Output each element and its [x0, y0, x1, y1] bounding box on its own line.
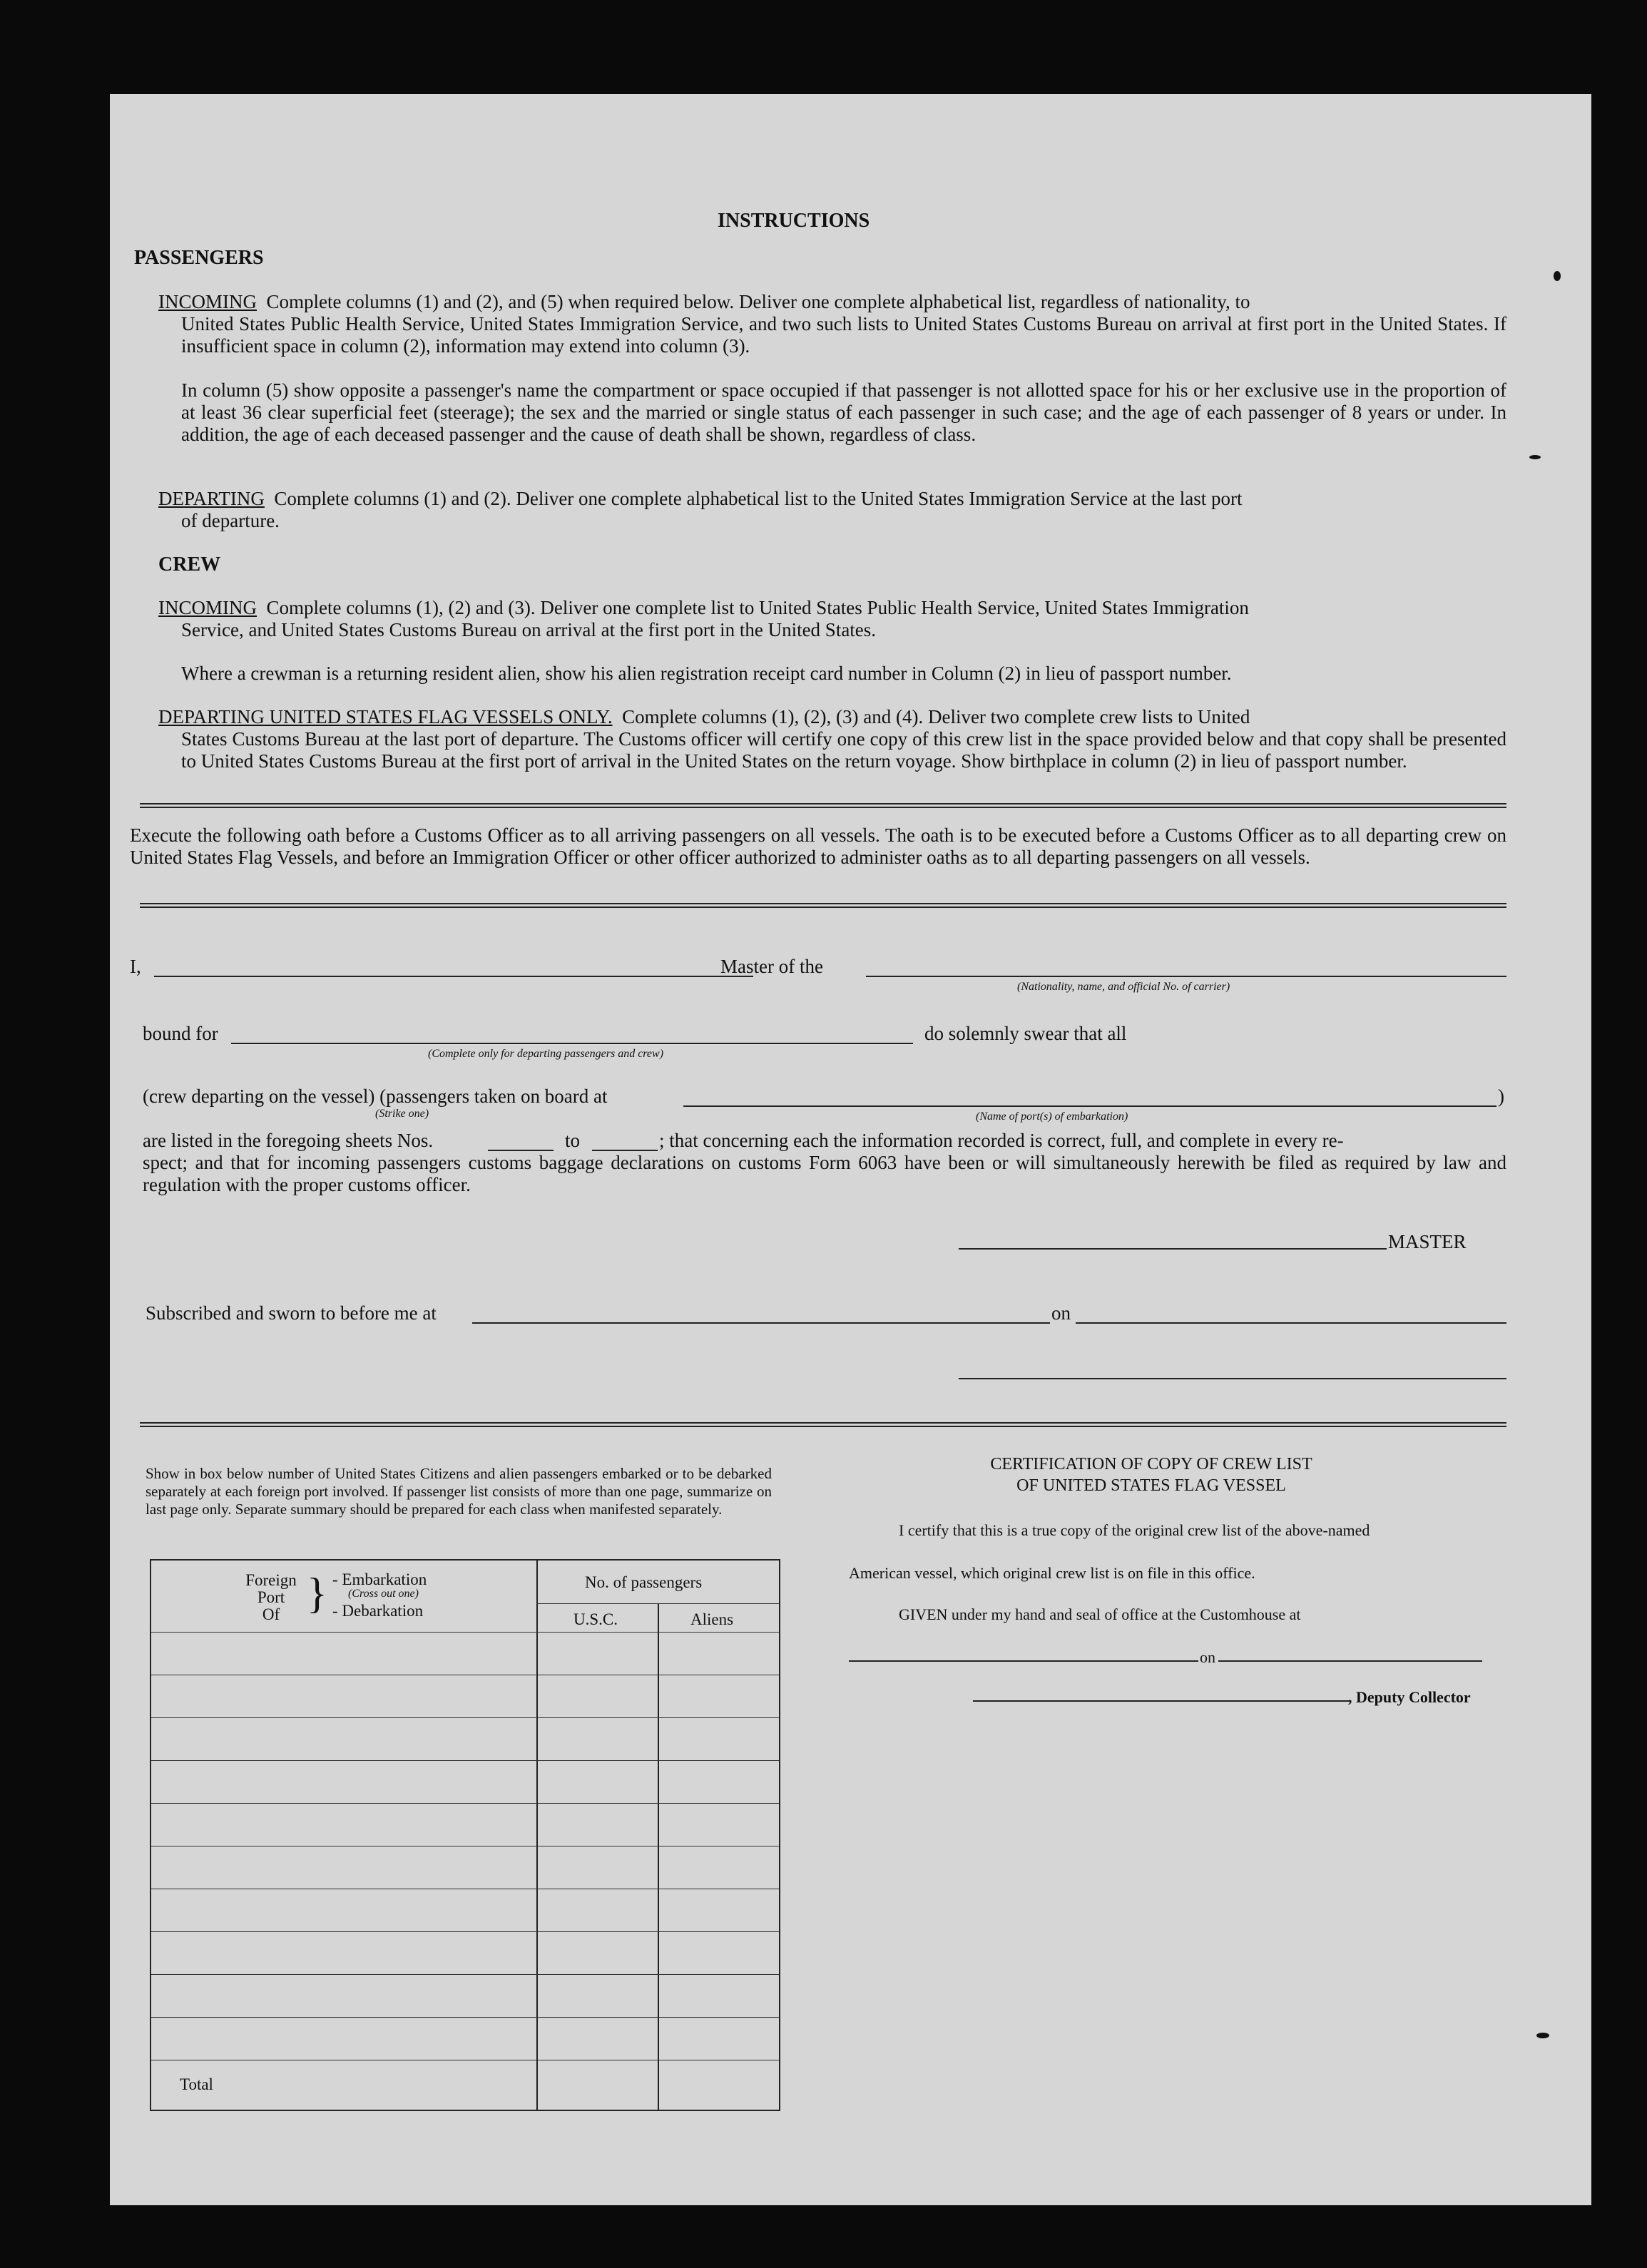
crew-incoming-label: INCOMING — [158, 597, 257, 618]
customhouse-field[interactable] — [849, 1660, 1198, 1662]
form-sheet — [110, 94, 1591, 2205]
sworn-on-label: on — [1051, 1302, 1071, 1324]
certify-rest: American vessel, which original crew list is on file in this office. — [849, 1564, 1255, 1582]
passengers-departing-label: DEPARTING — [158, 488, 265, 509]
table-divider — [536, 1560, 538, 2110]
subscribed-label: Subscribed and sworn to before me at — [146, 1302, 437, 1324]
summary-instruction: Show in box below number of United States Citizens and alien passengers embarked or to be debarked separately at each foreign port involved. If passenger list consists of more than one page, summarize on last page only. Separate summary should be prepared for each class when manifested separately. — [146, 1465, 772, 1518]
carrier-caption: (Nationality, name, and official No. of carrier) — [1017, 981, 1230, 993]
listed-prefix: are listed in the foregoing sheets Nos. — [143, 1130, 434, 1151]
passengers-incoming-label: INCOMING — [158, 291, 257, 312]
crew-departing-label: (crew departing on the vessel) (passengers taken on board at — [143, 1086, 608, 1107]
scan-mark — [1554, 271, 1561, 281]
cross-out-caption: (Cross out one) — [348, 1588, 419, 1600]
carrier-field[interactable] — [866, 976, 1506, 977]
certify-text: I certify that this is a true copy of the original crew list of the above-named — [899, 1521, 1370, 1539]
bound-for-caption: (Complete only for departing passengers and crew) — [428, 1048, 664, 1060]
table-row[interactable] — [151, 1974, 779, 1975]
table-subheader-line — [536, 1603, 779, 1604]
crew-departing-label: DEPARTING UNITED STATES FLAG VESSELS ONLY. — [158, 706, 613, 727]
embarkation-label: - Embarkation — [332, 1570, 427, 1588]
divider-double — [140, 803, 1506, 808]
passengers-departing-line1: Complete columns (1) and (2). Deliver one complete alphabetical list to the United States Immigration Service at the last port — [274, 488, 1243, 509]
certify-on-label: on — [1200, 1648, 1215, 1666]
bound-for-field[interactable] — [231, 1043, 913, 1044]
crew-departing-block — [158, 706, 1250, 728]
passenger-summary-table — [150, 1559, 780, 2111]
master-signature-label: MASTER — [1388, 1231, 1467, 1252]
scan-mark — [1529, 455, 1541, 459]
oath-instruction: Execute the following oath before a Customs Officer as to all arriving passengers on all vessels. The oath is to be executed before a Customs Officer as to all departing crew on United States Flag Vessels, and before an Immigration Officer or other officer authorized to administer oaths as to all departing passengers on all vessels. — [130, 824, 1506, 868]
listed-suffix: ; that concerning each the information recorded is correct, full, and complete in every re- — [659, 1130, 1344, 1151]
certification-title-1: CERTIFICATION OF COPY OF CREW LIST — [990, 1455, 1312, 1473]
passengers-heading: PASSENGERS — [134, 247, 264, 269]
divider-double — [140, 903, 1506, 908]
port-label: Port — [257, 1588, 285, 1606]
crew-resident-alien-text: Where a crewman is a returning resident alien, show his alien registration receipt card number in Column (2) in lieu of passport number. — [181, 663, 1232, 684]
table-row[interactable] — [151, 1803, 779, 1804]
scan-mark — [1536, 2033, 1549, 2038]
table-divider — [658, 1603, 659, 2110]
crew-incoming-line1: Complete columns (1), (2) and (3). Deliver one complete list to United States Public Health Service, United States Immigration — [266, 597, 1249, 618]
passengers-departing-rest: of departure. — [181, 510, 280, 531]
master-name-field[interactable] — [154, 976, 753, 977]
oath-i-label: I, — [130, 956, 141, 977]
strike-caption: (Strike one) — [375, 1108, 429, 1120]
table-row[interactable] — [151, 1931, 779, 1932]
master-of-the-label: Master of the — [720, 956, 823, 977]
table-row[interactable] — [151, 1717, 779, 1718]
aliens-header: Aliens — [690, 1610, 734, 1628]
of-label: Of — [262, 1605, 280, 1623]
sworn-place-field[interactable] — [472, 1322, 1050, 1324]
to-label: to — [565, 1130, 581, 1151]
crew-departing-rest: States Customs Bureau at the last port of departure. The Customs officer will certify one copy of this crew list in the space provided below and that copy shall be presented to United States Customs Bureau at the first port of arrival in the United States on the return voyage. Show birthplace in column (2) in lieu of passport number. — [181, 728, 1506, 772]
given-text: GIVEN under my hand and seal of office at the Customhouse at — [899, 1605, 1301, 1623]
table-row[interactable] — [151, 1632, 779, 1633]
passengers-incoming-block — [158, 291, 1250, 313]
crew-heading: CREW — [158, 553, 221, 576]
master-signature-field[interactable] — [959, 1248, 1387, 1250]
total-label: Total — [180, 2075, 213, 2093]
sheet-from-field[interactable] — [488, 1150, 554, 1151]
brace: } — [307, 1570, 327, 1617]
crew-incoming-rest: Service, and United States Customs Bureau on arrival at the first port in the United States. — [181, 619, 877, 640]
form-title: INSTRUCTIONS — [718, 210, 870, 232]
swear-label: do solemnly swear that all — [924, 1023, 1127, 1044]
passengers-incoming-line1: Complete columns (1) and (2), and (5) when required below. Deliver one complete alphabetical list, regardless of nationality, to — [266, 291, 1250, 312]
usc-header: U.S.C. — [573, 1610, 618, 1628]
certify-date-field[interactable] — [1218, 1660, 1482, 1662]
deputy-collector-label: , Deputy Collector — [1348, 1688, 1471, 1706]
crew-incoming-block — [158, 597, 1249, 619]
foreign-port-of-label — [235, 1572, 307, 1623]
listed-rest: spect; and that for incoming passengers customs baggage declarations on customs Form 6063 have been or will simultaneously herewith be filed as required by law and regulation with the proper customs officer. — [143, 1152, 1506, 1195]
table-row[interactable] — [151, 1760, 779, 1761]
divider-double — [140, 1422, 1506, 1427]
passengers-departing-block — [158, 488, 1243, 510]
bound-for-label: bound for — [143, 1023, 218, 1044]
sheet-to-field[interactable] — [592, 1150, 658, 1151]
crew-departing-line1: Complete columns (1), (2), (3) and (4). Deliver two complete crew lists to United — [622, 706, 1250, 727]
officer-signature-field[interactable] — [959, 1378, 1506, 1379]
deputy-signature-field[interactable] — [973, 1700, 1351, 1702]
passengers-column5-text: In column (5) show opposite a passenger's name the compartment or space occupied if that passenger is not allotted space for his or her exclusive use in the proportion of at least 36 clear superficial feet (steerage); the sex and the married or single status of each passenger in such case; and the age of each passenger of 8 years or under. In addition, the age of each deceased passenger and the cause of death shall be shown, regardless of class. — [181, 379, 1506, 445]
no-of-passengers-header: No. of passengers — [585, 1573, 703, 1591]
table-row[interactable] — [151, 2017, 779, 2018]
close-paren: ) — [1498, 1086, 1504, 1107]
embarkation-ports-field[interactable] — [683, 1105, 1496, 1107]
foreign-label: Foreign — [245, 1571, 297, 1589]
ports-caption: (Name of port(s) of embarkation) — [976, 1110, 1128, 1123]
debarkation-label: - Debarkation — [332, 1602, 424, 1620]
passengers-incoming-rest: United States Public Health Service, United States Immigration Service, and two such lists to United States Customs Bureau on arrival at first port in the United States. If insufficient space in column (2), information may extend into column (3). — [181, 313, 1506, 357]
sworn-date-field[interactable] — [1076, 1322, 1506, 1324]
certification-title-2: OF UNITED STATES FLAG VESSEL — [1016, 1476, 1286, 1495]
